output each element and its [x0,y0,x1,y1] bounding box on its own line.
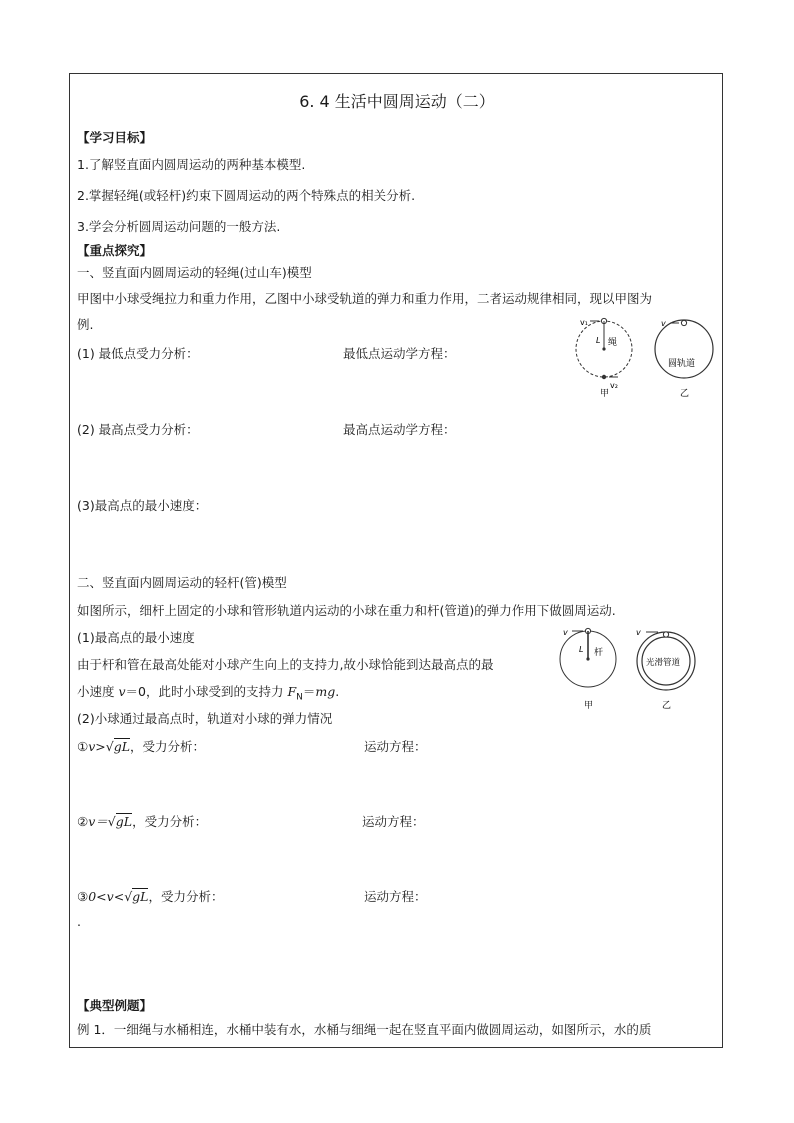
tube-label: 光滑管道 [646,658,681,668]
case3-sqrt-body: gL [132,889,149,904]
ball-bottom [602,375,606,379]
v1-label: v₁ [580,318,588,327]
line-b-N: N [296,692,303,703]
part2-sub1: (1)最高点的最小速度 [77,630,195,645]
case2-left [77,812,207,830]
part2-heading: 二、竖直面内圆周运动的轻杆(管)模型 [77,575,287,590]
rod-center [586,657,589,660]
case2-marker: ② [77,814,89,829]
case1-left [77,737,205,755]
tube-ball [663,632,668,637]
examples-header: 【典型例题】 [77,998,153,1013]
case2-right: 运动方程： [362,814,425,829]
figure-rope-track [566,314,726,400]
part1-heading: 一、竖直面内圆周运动的轻绳(过山车)模型 [77,265,312,280]
part2-line-a: 由于杆和管在最高处能对小球产生向上的支持力,故小球恰能到达最高点的最 [77,657,494,672]
part2-intro: 如图所示，细杆上固定的小球和管形轨道内运动的小球在重力和杆(管道)的弹力作用下做圆周运动. [77,603,616,618]
case1-relation: v> [88,739,106,754]
case3-text: ，受力分析： [148,889,224,904]
part2-sub2: (2)小球通过最高点时，轨道对小球的弹力情况 [77,711,333,726]
line-b-text-4: . [335,684,340,699]
sqrt-sign: √ [105,739,114,754]
case3-right: 运动方程： [364,889,427,904]
case3-left [77,887,223,905]
v2-label: v₂ [610,381,618,390]
case1-right: 运动方程： [364,739,427,754]
part1-intro-line1: 甲图中小球受绳拉力和重力作用，乙图中小球受轨道的弹力和重力作用，二者运动规律相同，现以甲图为 [77,291,653,306]
stray-dot: . [77,914,81,929]
center-dot [602,347,605,350]
case3-relation: 0<v< [88,889,125,904]
page-title: 6. 4 生活中圆周运动（二） [299,92,495,111]
case1-text: ，受力分析： [130,739,206,754]
sqrt-sign: √ [124,889,133,904]
jia-label: 甲 [600,389,610,399]
L-label: L [596,336,601,345]
line-b-text-3: ＝ [302,684,316,699]
q3: (3)最高点的最小速度： [77,498,208,513]
rod-L-label: L [579,645,584,654]
line-b-mg: mg [315,684,336,699]
v-label: v [661,319,666,328]
case1-sqrt-body: gL [113,739,131,754]
track-ball [681,320,686,325]
goal-item-2: 2.掌握轻绳(或轻杆)约束下圆周运动的两个特殊点的相关分析. [77,188,416,203]
q2-left: (2) 最高点受力分析： [77,422,199,437]
goal-item-1: 1.了解竖直面内圆周运动的两种基本模型. [77,157,306,172]
case3-marker: ③ [77,889,89,904]
rod-label: 杆 [594,648,604,658]
rod-v-label: v [563,628,568,637]
line-b-text-2: ＝0，此时小球受到的支持力 [125,684,288,699]
part1-intro-line2: 例. [77,317,94,332]
circular-track [655,320,713,378]
line-b-F: F [287,684,297,699]
sqrt-sign: √ [107,814,116,829]
case2-relation: v＝ [88,814,108,829]
case2-text: ，受力分析： [132,814,208,829]
goals-header: 【学习目标】 [77,130,153,145]
figure-rod-tube [552,624,722,714]
q2-right: 最高点运动学方程： [343,422,456,437]
part2-line-b [77,682,339,703]
tube-v-label: v [636,628,641,637]
line-b-v: v [118,684,126,699]
q1-left: (1) 最低点受力分析： [77,346,199,361]
explore-header: 【重点探究】 [77,243,153,258]
track-label: 圆轨道 [668,359,696,369]
example-1-text: 例 1．一细绳与水桶相连，水桶中装有水，水桶与细绳一起在竖直平面内做圆周运动，如图所示，水的质 [77,1022,652,1037]
q1-right: 最低点运动学方程： [343,346,456,361]
rope-label: 绳 [608,338,618,348]
yi2-label: 乙 [662,701,672,711]
case2-sqrt-body: gL [115,814,133,829]
jia2-label: 甲 [584,701,594,711]
yi-label: 乙 [680,389,690,399]
line-b-text-1: 小速度 [77,684,119,699]
case1-marker: ① [77,739,89,754]
goal-item-3: 3.学会分析圆周运动问题的一般方法. [77,219,281,234]
